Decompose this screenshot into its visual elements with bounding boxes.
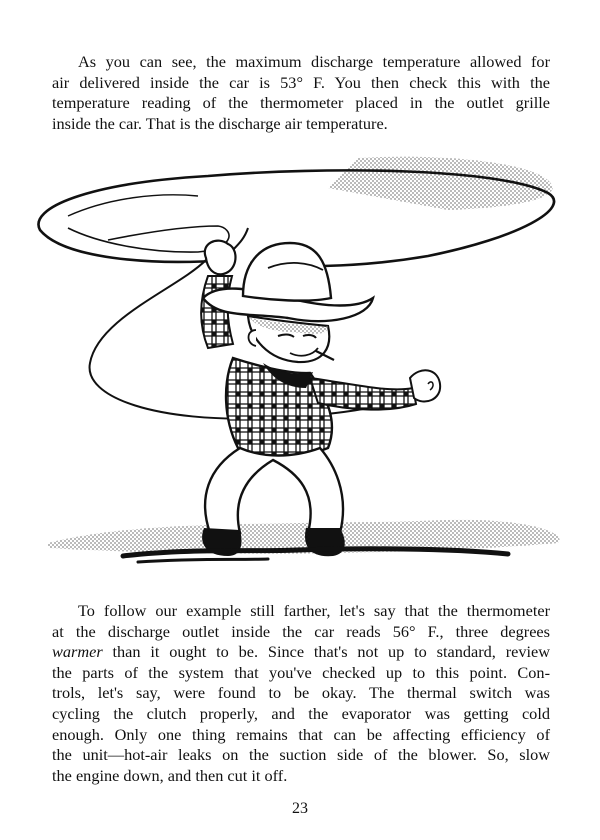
text-line: inside the car. That is the discharge air temperature. — [52, 113, 388, 133]
ear — [249, 330, 257, 346]
page-number: 23 — [292, 800, 308, 817]
text-line: To follow our example still farther, let's say that the thermometer — [78, 601, 550, 620]
text-line: the engine down, and then cut it off. — [52, 765, 288, 785]
paragraph-intro — [52, 52, 550, 134]
raised-fist — [205, 241, 236, 275]
extended-hand — [410, 370, 440, 401]
cowboy-lasso-illustration — [28, 148, 578, 588]
text-line: the unit—hot-air leaks on the suction side of the blower. So, slow — [52, 745, 550, 765]
emphasis-word: warmer — [52, 642, 103, 662]
text-line-with-emphasis — [52, 642, 550, 663]
hat-crown — [243, 243, 331, 301]
text-line: trols, let's say, were found to be okay. The thermal switch was — [52, 683, 550, 703]
text-line: As you can see, the maximum discharge temperature allowed for — [78, 52, 550, 71]
text-line: the parts of the system that you've checked up to this point. Con- — [52, 662, 550, 682]
legs — [205, 448, 343, 533]
extended-arm — [310, 378, 416, 410]
text-line: enough. Only one thing remains that can be affecting efficiency of — [52, 724, 550, 744]
text-line: at the discharge outlet inside the car reads 56° F., three degrees — [52, 621, 550, 641]
text-fragment: than it ought to be. Since that's not up to standard, review — [102, 642, 550, 662]
text-line: cycling the clutch properly, and the evaporator was getting cold — [52, 703, 550, 723]
paragraph-example — [52, 601, 550, 786]
text-line: temperature reading of the thermometer placed in the outlet grille — [52, 93, 550, 113]
text-line: air delivered inside the car is 53° F. You then check this with the — [52, 72, 550, 92]
